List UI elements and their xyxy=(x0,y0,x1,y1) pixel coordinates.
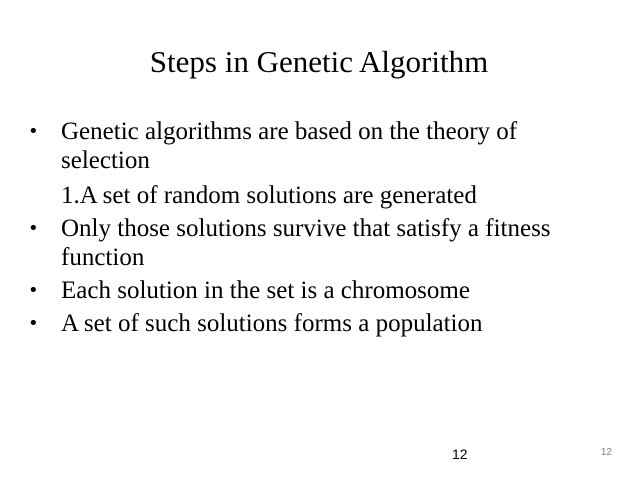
bullet-marker: • xyxy=(28,280,39,301)
bullet-list xyxy=(28,117,608,338)
bullet-text: Only those solutions survive that satisfy a fitness function xyxy=(61,215,551,271)
bullet-text: Each solution in the set is a chromosome xyxy=(61,277,470,304)
footer-slide-number: 12 xyxy=(452,446,468,462)
bullet-marker: • xyxy=(28,218,39,239)
bullet-marker: • xyxy=(28,313,39,334)
corner-slide-number: 12 xyxy=(600,447,612,458)
slide-title: Steps in Genetic Algorithm xyxy=(149,44,489,79)
bullet-item xyxy=(28,276,608,305)
bullet-item xyxy=(28,214,608,272)
bullet-text: A set of such solutions forms a population xyxy=(61,310,483,337)
bullet-item xyxy=(28,117,608,175)
bullet-text: Genetic algorithms are based on the theory of selection xyxy=(61,118,518,174)
numbered-sub-item xyxy=(28,181,608,210)
sub-item-text: 1.A set of random solutions are generated xyxy=(61,182,477,209)
bullet-item xyxy=(28,309,608,338)
bullet-marker: • xyxy=(28,121,39,142)
